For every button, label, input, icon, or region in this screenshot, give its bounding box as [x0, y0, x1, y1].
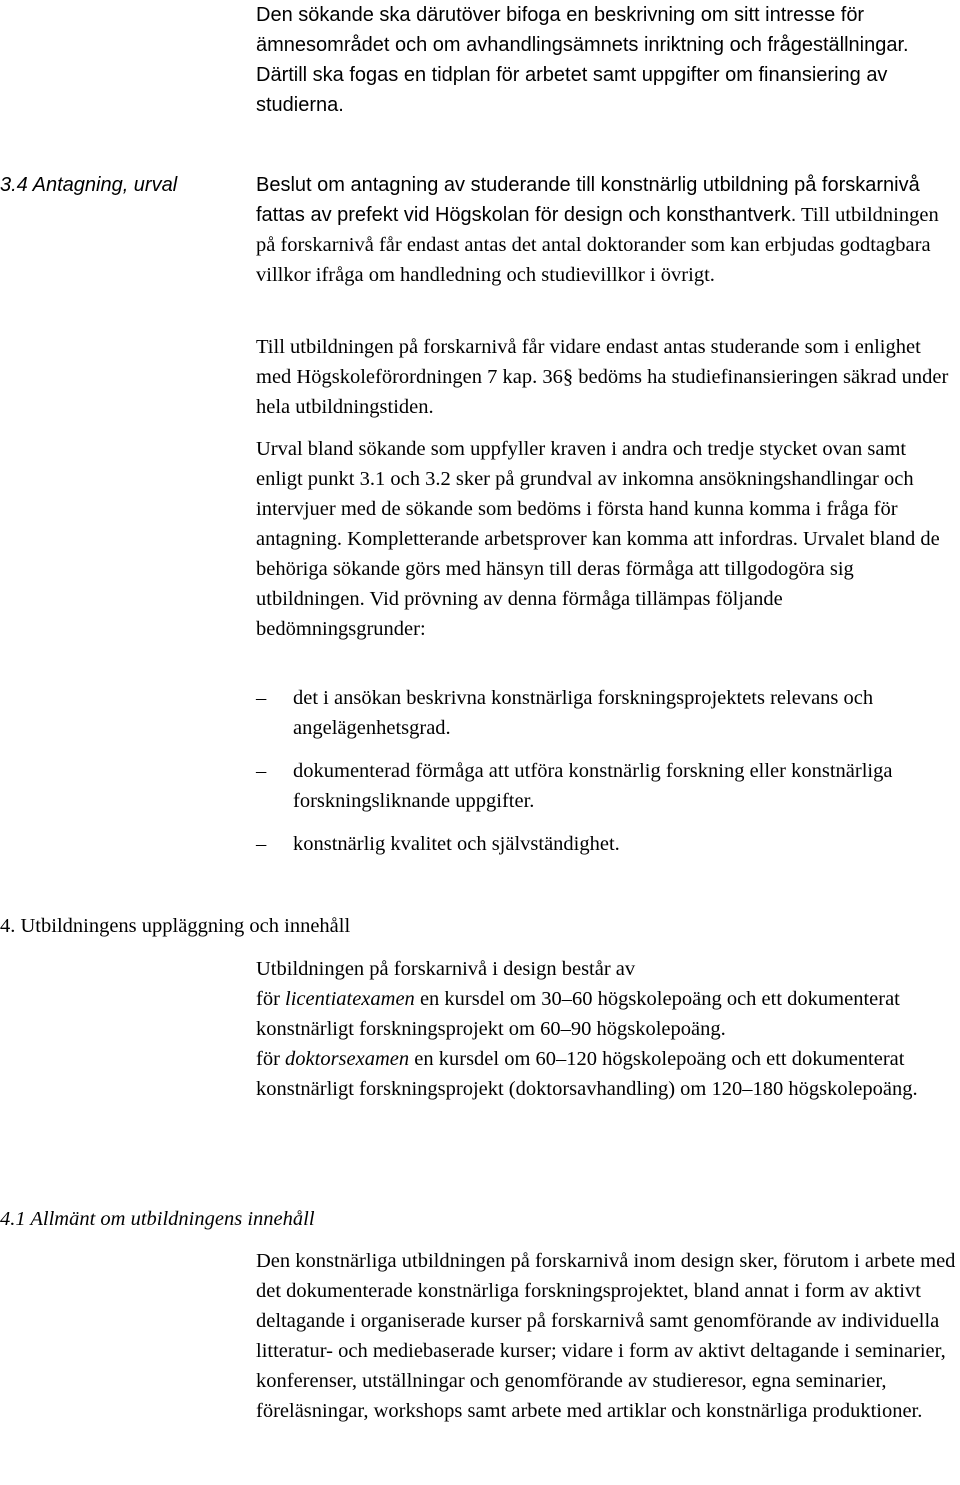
para1-part-b: Till utbildningen på forskarnivå får endast antas det antal doktorander som kan erbjudas godtagbara villkor ifråga om handledning och studievillkor i övrigt.: [256, 204, 939, 286]
section-4-body: [256, 954, 956, 1104]
doctoral-term: doktorsexamen: [285, 1048, 410, 1070]
licentiate-line: för licentiatexamen en kursdel om 30–60 högskolepoäng och ett dokumenterat konstnärligt forskningsprojekt om 60–90 högskolepoäng.: [256, 988, 900, 1040]
list-item: [256, 683, 936, 743]
dash-bullet: –: [256, 687, 267, 709]
criterion-text: konstnärlig kvalitet och självständighet.: [293, 833, 620, 855]
dash-bullet: –: [256, 760, 267, 782]
list-item: [256, 829, 936, 859]
para3-text: Urval bland sökande som uppfyller kraven i andra och tredje stycket ovan samt enligt punkt 3.1 och 3.2 sker på grundval av inkomna ansökningshandlingar och intervjuer med de sökande som bedöms i första hand kunna komma i fråga för antagning. Kompletterande arbetsprover kan komma att infordras. Urvalet bland de behöriga sökande görs med hänsyn till deras förmåga att tillgodogöra sig utbildningen. Vid prövning av denna förmåga tillämpas följande bedömningsgrunder:: [256, 438, 940, 640]
section-4-1-body: [256, 1246, 956, 1426]
intro-paragraph: [256, 0, 956, 120]
intro-text: Den sökande ska därutöver bifoga en beskrivning om sitt intresse för ämnesområdet och om avhandlingsämnets inriktning och frågeställningar. Därtill ska fogas en tidplan för arbetet samt uppgifter om finansiering av studierna.: [256, 4, 909, 116]
section-3-4-paragraph-3: [256, 434, 956, 644]
para1-part-a: Beslut om antagning av studerande till konstnärlig utbildning på forskarnivå fattas av prefekt vid Högskolan för design och konsthantverk.: [256, 174, 920, 226]
section-4-1-heading: 4.1 Allmänt om utbildningens innehåll: [0, 1208, 315, 1230]
section-3-4-paragraph-1: [256, 170, 956, 290]
section-4-heading: 4. Utbildningens uppläggning och innehåll: [0, 915, 351, 937]
section-4-intro-line: Utbildningen på forskarnivå i design består av: [256, 958, 636, 980]
doctoral-line: för doktorsexamen en kursdel om 60–120 högskolepoäng och ett dokumenterat konstnärligt forskningsprojekt (doktorsavhandling) om 120–180 högskolepoäng.: [256, 1048, 918, 1100]
criterion-text: dokumenterad förmåga att utföra konstnärlig forskning eller konstnärliga forskningsliknande uppgifter.: [293, 760, 893, 812]
list-item: [256, 756, 936, 816]
section-4-1-text: Den konstnärliga utbildningen på forskarnivå inom design sker, förutom i arbete med det dokumenterade konstnärliga forskningsprojektet, bland annat i form av aktivt deltagande i organiserade kurser på forskarnivå samt genomförande av individuella litteratur- och mediebaserade kurser; vidare i form av aktivt deltagande i seminarier, konferenser, utställningar och genomförande av studieresor, egna seminarier, föreläsningar, workshops samt arbete med artiklar och konstnärliga produktioner.: [256, 1250, 956, 1422]
section-3-4-heading: 3.4 Antagning, urval: [0, 174, 178, 196]
section-3-4-paragraph-2: [256, 332, 956, 422]
licentiate-term: licentiatexamen: [285, 988, 415, 1010]
criteria-list: [256, 683, 936, 859]
dash-bullet: –: [256, 833, 267, 855]
criterion-text: det i ansökan beskrivna konstnärliga forskningsprojektets relevans och angelägenhetsgrad.: [293, 687, 874, 739]
para2-part-b: bedöms ha studiefinansieringen säkrad under hela utbildningstiden.: [256, 366, 949, 418]
para2-part-a: Till utbildningen på forskarnivå får vidare endast antas studerande som i enlighet med Högskoleförordningen 7 kap. 36: [256, 336, 921, 388]
section-sign: §: [562, 366, 574, 388]
